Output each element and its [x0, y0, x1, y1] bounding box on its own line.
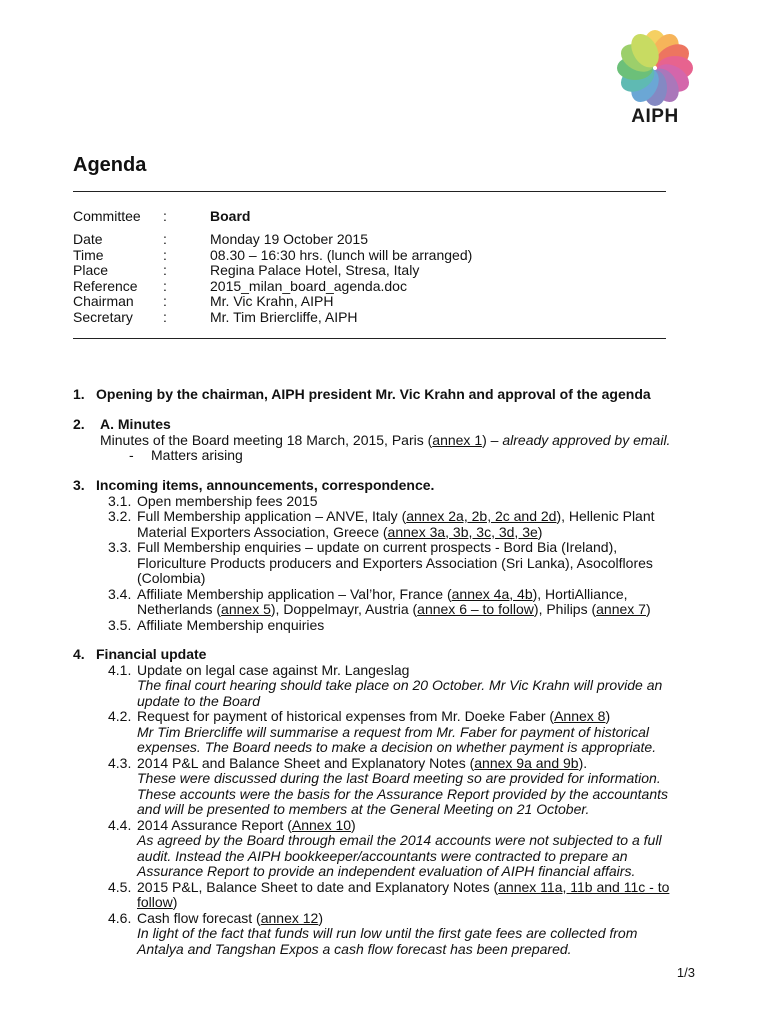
meta-value: Board [210, 208, 251, 224]
item-note: Antalya and Tangshan Expos a cash flow forecast has been prepared. [137, 940, 572, 957]
item-number: 3.4. [108, 585, 132, 602]
text: Cash flow forecast ( [137, 909, 261, 926]
item-text: Open membership fees 2015 [137, 492, 318, 509]
meta-value: Regina Palace Hotel, Stresa, Italy [210, 262, 420, 278]
annex-link[interactable]: annex 7 [596, 601, 646, 617]
item-text [137, 709, 610, 725]
item-note: audit. Instead the AIPH bookkeeper/accountants were contracted to prepare an [137, 847, 628, 864]
annex-link[interactable]: annex 5 [221, 601, 271, 617]
aiph-logo [612, 28, 698, 132]
text: ), Hellenic Plant [556, 508, 655, 524]
annex-link[interactable]: Annex 10 [291, 816, 352, 833]
text: already approved by email. [502, 431, 671, 448]
meta-colon: : [163, 208, 167, 224]
item-text [137, 895, 177, 911]
text: ) – [482, 431, 503, 448]
item-text: Update on legal case against Mr. Langeslag [137, 661, 410, 678]
annex-link[interactable]: annex 11a, 11b and 11c - to [498, 878, 670, 895]
text: ). [578, 754, 588, 771]
item-note: Assurance Report to provide an independent evaluation of AIPH financial affairs. [137, 863, 636, 879]
item-number: 4.6. [108, 909, 132, 926]
item-text [137, 880, 669, 896]
meta-colon: : [163, 262, 167, 278]
text: ) [605, 708, 611, 724]
text: ), Philips ( [533, 601, 597, 617]
logo-text: AIPH [631, 106, 679, 127]
item-note: The final court hearing should take place on 20 October. Mr Vic Krahn will provide an [137, 677, 663, 693]
text: ), HortiAlliance, [532, 585, 628, 602]
annex-link[interactable]: annex 4a, 4b [451, 585, 533, 602]
item-note: These were discussed during the last Board meeting so are provided for information. [137, 770, 661, 786]
text: Affiliate Membership application – Val’hor, France ( [137, 585, 452, 602]
item-number: 4.1. [108, 661, 132, 678]
minutes-line [100, 433, 670, 449]
annex-link[interactable]: annex 9a and 9b [474, 754, 579, 771]
item-text: (Colombia) [137, 570, 206, 586]
meta-label: Committee [73, 208, 141, 224]
text: ) [537, 523, 543, 540]
text: ) [351, 816, 356, 833]
meta-colon: : [163, 231, 167, 247]
annex-link[interactable]: annex 3a, 3b, 3c, 3d, 3e [387, 523, 538, 540]
item-text [137, 602, 651, 618]
meta-colon: : [163, 308, 167, 325]
item-text: Affiliate Membership enquiries [137, 616, 325, 633]
text: 2015 P&L, Balance Sheet to date and Explanatory Notes ( [137, 878, 499, 895]
meta-value: Monday 19 October 2015 [210, 231, 368, 247]
annex-link[interactable]: Annex 8 [554, 708, 606, 724]
meta-colon: : [163, 246, 167, 263]
matters-arising: Matters arising [151, 447, 243, 463]
meta-value: 08.30 – 16:30 hrs. (lunch will be arranged) [210, 246, 473, 263]
bullet-dash: - [129, 447, 134, 463]
annex-link[interactable]: follow [137, 894, 173, 910]
annex-link[interactable]: annex 12 [260, 909, 319, 926]
text: ) [318, 909, 323, 926]
item-note: Mr Tim Briercliffe will summarise a request from Mr. Faber for payment of historical [137, 723, 650, 740]
meta-colon: : [163, 277, 167, 294]
item-number: 3.1. [108, 492, 132, 509]
item-note: In light of the fact that funds will run low until the first gate fees are collected from [137, 925, 638, 941]
item-note: expenses. The Board needs to make a decision on whether payment is appropriate. [137, 739, 657, 755]
item-number: 3.3. [108, 539, 132, 555]
item-number: 4.5. [108, 878, 132, 895]
text: Full Membership application – ANVE, Italy ( [137, 508, 407, 524]
page-number: 1/3 [676, 965, 695, 980]
text: ) [645, 601, 651, 617]
section-3-number: 3. [73, 477, 85, 493]
text: 2014 P&L and Balance Sheet and Explanatory Notes ( [137, 754, 475, 771]
meta-label: Secretary [73, 308, 133, 325]
item-note: These accounts were the basis for the Assurance Report provided by the accountants [137, 785, 669, 802]
text: Material Exporters Association, Greece ( [137, 523, 388, 540]
divider-top [73, 191, 666, 192]
item-number: 4.3. [108, 754, 132, 771]
text: 2014 Assurance Report ( [137, 816, 292, 833]
meta-colon: : [163, 293, 167, 309]
section-1-title: Opening by the chairman, AIPH president Mr. Vic Krahn and approval of the agenda [96, 386, 651, 402]
item-text: Floriculture Products producers and Exporters Association (Sri Lanka), Asocolflores [137, 554, 653, 571]
item-note: update to the Board [137, 692, 260, 709]
section-3-title: Incoming items, announcements, correspondence. [96, 477, 435, 493]
item-text [137, 818, 356, 834]
item-text [137, 587, 628, 603]
item-text [137, 509, 655, 525]
meta-label: Chairman [73, 293, 134, 309]
section-2-title: A. Minutes [100, 416, 171, 432]
meta-label: Place [73, 262, 109, 278]
item-text: Full Membership enquiries – update on current prospects - Bord Bia (Ireland), [137, 539, 618, 555]
item-number: 4.2. [108, 708, 132, 724]
section-4-title: Financial update [96, 646, 207, 662]
item-text [137, 525, 542, 541]
text: Request for payment of historical expenses from Mr. Doeke Faber ( [137, 708, 555, 724]
meta-label: Time [73, 246, 104, 263]
flower-logo-icon [612, 28, 698, 106]
annex-link[interactable]: annex 1 [432, 431, 483, 448]
meta-value: Mr. Vic Krahn, AIPH [210, 293, 334, 309]
text: Netherlands ( [137, 601, 222, 617]
meta-label: Date [73, 231, 103, 247]
meta-label: Reference [73, 277, 138, 294]
section-4-number: 4. [73, 646, 85, 662]
item-text [137, 756, 587, 772]
item-number: 3.2. [108, 508, 132, 524]
item-number: 4.4. [108, 816, 132, 833]
item-number: 3.5. [108, 616, 132, 633]
text: ) [172, 894, 178, 910]
item-text [137, 911, 323, 927]
meta-value: 2015_milan_board_agenda.doc [210, 277, 407, 294]
meta-value: Mr. Tim Briercliffe, AIPH [210, 308, 358, 325]
section-2-number: 2. [73, 416, 85, 432]
text: ), Doppelmayr, Austria ( [270, 601, 418, 617]
divider-bottom [73, 338, 666, 339]
item-note: As agreed by the Board through email the 2014 accounts were not subjected to a full [137, 832, 662, 848]
annex-link[interactable]: annex 2a, 2b, 2c and 2d [406, 508, 557, 524]
text: Minutes of the Board meeting 18 March, 2015, Paris ( [100, 431, 433, 448]
item-note: and will be presented to members at the General Meeting on 21 October. [137, 801, 590, 817]
annex-link[interactable]: annex 6 – to follow [417, 601, 534, 617]
section-1-number: 1. [73, 386, 85, 402]
page-title: Agenda [73, 154, 147, 176]
